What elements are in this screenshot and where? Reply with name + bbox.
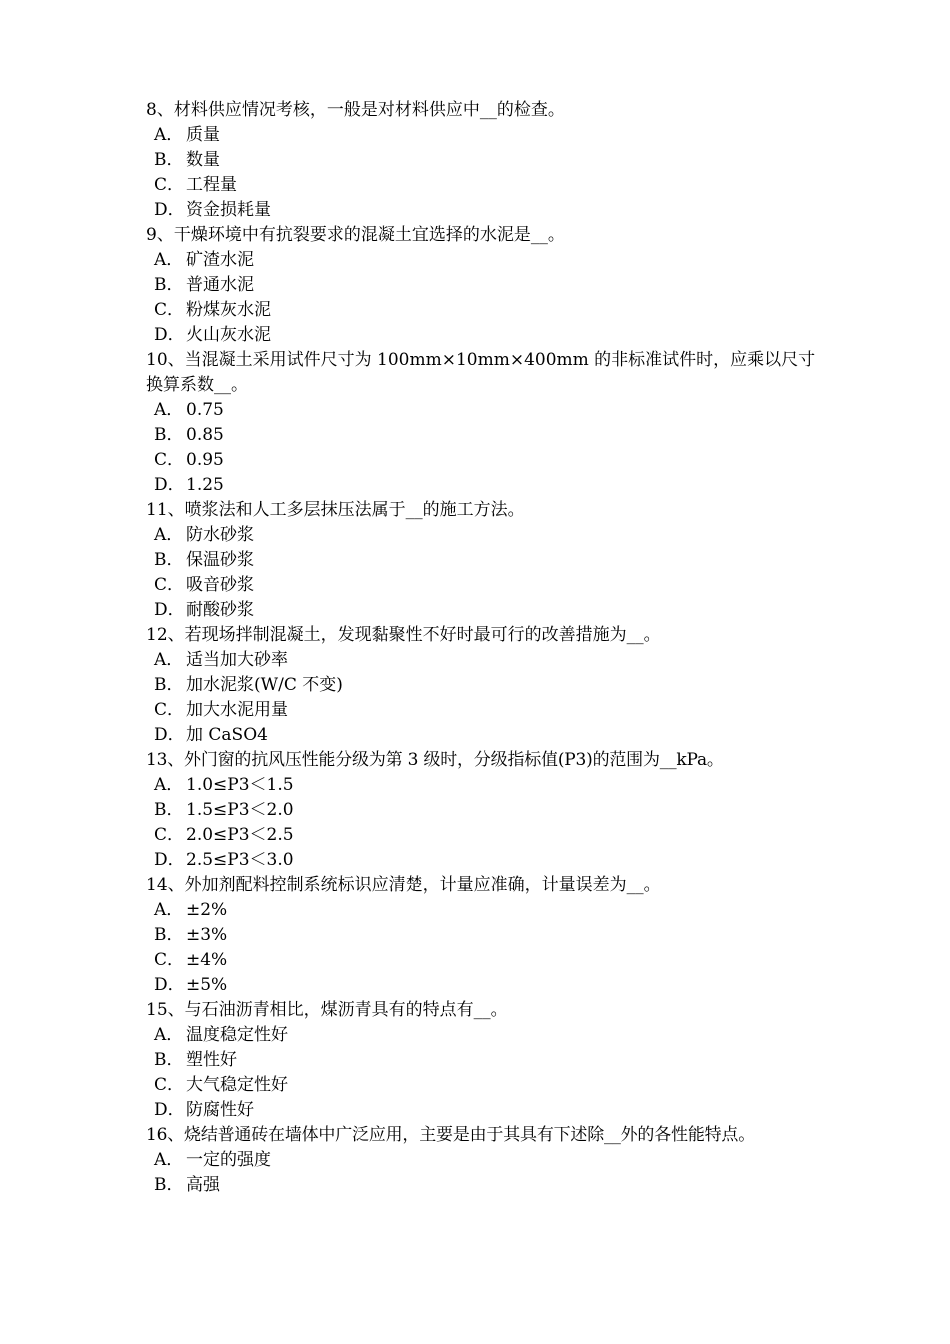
option-letter: C． (154, 175, 185, 195)
option-d (146, 1098, 816, 1123)
option-text: 数量 (186, 150, 220, 170)
option-c (146, 698, 816, 723)
option-text: ±3% (186, 925, 228, 945)
option-text: ±4% (186, 950, 228, 970)
option-d (146, 598, 816, 623)
option-d (146, 973, 816, 998)
option-letter: B． (154, 1175, 184, 1195)
option-letter: C． (154, 950, 185, 970)
question-14 (146, 873, 816, 998)
option-list (146, 898, 816, 998)
option-text: 粉煤灰水泥 (186, 300, 271, 320)
option-text: 防腐性好 (186, 1100, 254, 1120)
option-list (146, 523, 816, 623)
option-text: 吸音砂浆 (186, 575, 254, 595)
option-c (146, 448, 816, 473)
option-a (146, 123, 816, 148)
option-d (146, 473, 816, 498)
option-letter: C． (154, 450, 185, 470)
option-text: 0.95 (186, 450, 224, 470)
option-text: ±5% (186, 975, 228, 995)
option-letter: D． (154, 725, 185, 745)
option-text: 耐酸砂浆 (186, 600, 254, 620)
option-a (146, 773, 816, 798)
option-list (146, 1148, 816, 1198)
option-text: 1.0≤P3＜1.5 (186, 775, 294, 795)
option-letter: A． (154, 650, 184, 670)
question-stem: 9、干燥环境中有抗裂要求的混凝土宜选择的水泥是__。 (146, 225, 565, 245)
question-stem: 13、外门窗的抗风压性能分级为第 3 级时，分级指标值(P3)的范围为__kPa。 (146, 750, 724, 770)
option-letter: B． (154, 1050, 184, 1070)
option-a (146, 398, 816, 423)
option-text: 适当加大砂率 (186, 650, 288, 670)
option-text: 塑性好 (186, 1050, 237, 1070)
option-c (146, 173, 816, 198)
option-letter: B． (154, 800, 184, 820)
question-16 (146, 1123, 816, 1198)
question-8 (146, 98, 816, 223)
option-list (146, 648, 816, 748)
question-11 (146, 498, 816, 623)
option-letter: B． (154, 425, 184, 445)
option-letter: D． (154, 325, 185, 345)
option-text: 加大水泥用量 (186, 700, 288, 720)
option-b (146, 1048, 816, 1073)
option-list (146, 398, 816, 498)
option-letter: A． (154, 1025, 184, 1045)
option-text: 资金损耗量 (186, 200, 271, 220)
option-letter: C． (154, 1075, 185, 1095)
question-list (146, 98, 816, 1198)
question-stem: 12、若现场拌制混凝土，发现黏聚性不好时最可行的改善措施为__。 (146, 625, 661, 645)
option-letter: B． (154, 275, 184, 295)
question-stem: 15、与石油沥青相比，煤沥青具有的特点有__。 (146, 1000, 508, 1020)
option-letter: A． (154, 775, 184, 795)
question-13 (146, 748, 816, 873)
question-12 (146, 623, 816, 748)
option-a (146, 1023, 816, 1048)
option-d (146, 723, 816, 748)
option-letter: D． (154, 975, 185, 995)
option-letter: C． (154, 825, 185, 845)
option-letter: D． (154, 200, 185, 220)
option-d (146, 323, 816, 348)
option-letter: D． (154, 475, 185, 495)
option-a (146, 248, 816, 273)
option-letter: B． (154, 675, 184, 695)
option-text: 保温砂浆 (186, 550, 254, 570)
option-b (146, 1173, 816, 1198)
option-list (146, 773, 816, 873)
option-text: 一定的强度 (186, 1150, 271, 1170)
option-text: 0.85 (186, 425, 224, 445)
option-b (146, 673, 816, 698)
option-letter: C． (154, 700, 185, 720)
question-stem: 8、材料供应情况考核，一般是对材料供应中__的检查。 (146, 100, 565, 120)
option-b (146, 423, 816, 448)
option-a (146, 648, 816, 673)
option-letter: A． (154, 250, 184, 270)
option-letter: A． (154, 125, 184, 145)
option-text: 加水泥浆(W/C 不变) (186, 675, 343, 695)
option-c (146, 1073, 816, 1098)
option-text: ±2% (186, 900, 228, 920)
option-d (146, 848, 816, 873)
option-text: 0.75 (186, 400, 224, 420)
option-letter: C． (154, 300, 185, 320)
option-text: 防水砂浆 (186, 525, 254, 545)
option-letter: A． (154, 525, 184, 545)
option-letter: A． (154, 1150, 184, 1170)
option-text: 矿渣水泥 (186, 250, 254, 270)
option-c (146, 573, 816, 598)
question-stem: 14、外加剂配料控制系统标识应清楚，计量应准确，计量误差为__。 (146, 875, 661, 895)
option-a (146, 523, 816, 548)
option-letter: D． (154, 600, 185, 620)
option-letter: C． (154, 575, 185, 595)
option-letter: B． (154, 550, 184, 570)
option-text: 1.25 (186, 475, 224, 495)
option-text: 质量 (186, 125, 220, 145)
question-stem: 16、烧结普通砖在墙体中广泛应用，主要是由于其具有下述除__外的各性能特点。 (146, 1125, 756, 1145)
question-9 (146, 223, 816, 348)
option-letter: B． (154, 150, 184, 170)
question-15 (146, 998, 816, 1123)
option-text: 1.5≤P3＜2.0 (186, 800, 294, 820)
option-c (146, 298, 816, 323)
option-b (146, 273, 816, 298)
option-letter: D． (154, 850, 185, 870)
option-text: 2.0≤P3＜2.5 (186, 825, 294, 845)
option-b (146, 548, 816, 573)
option-text: 2.5≤P3＜3.0 (186, 850, 294, 870)
option-letter: A． (154, 900, 184, 920)
option-text: 火山灰水泥 (186, 325, 271, 345)
option-text: 工程量 (186, 175, 237, 195)
question-10 (146, 348, 816, 498)
option-list (146, 248, 816, 348)
option-b (146, 923, 816, 948)
option-d (146, 198, 816, 223)
option-b (146, 798, 816, 823)
question-stem: 10、当混凝土采用试件尺寸为 100mm×10mm×400mm 的非标准试件时，应乘以尺寸换算系数__。 (146, 350, 816, 395)
option-list (146, 123, 816, 223)
option-letter: B． (154, 925, 184, 945)
option-list (146, 1023, 816, 1123)
option-a (146, 1148, 816, 1173)
option-text: 高强 (186, 1175, 220, 1195)
option-text: 温度稳定性好 (186, 1025, 288, 1045)
option-letter: A． (154, 400, 184, 420)
option-a (146, 898, 816, 923)
option-b (146, 148, 816, 173)
option-text: 加 CaSO4 (186, 725, 268, 745)
question-stem: 11、喷浆法和人工多层抹压法属于__的施工方法。 (146, 500, 525, 520)
option-c (146, 948, 816, 973)
option-c (146, 823, 816, 848)
option-text: 大气稳定性好 (186, 1075, 288, 1095)
option-text: 普通水泥 (186, 275, 254, 295)
option-letter: D． (154, 1100, 185, 1120)
